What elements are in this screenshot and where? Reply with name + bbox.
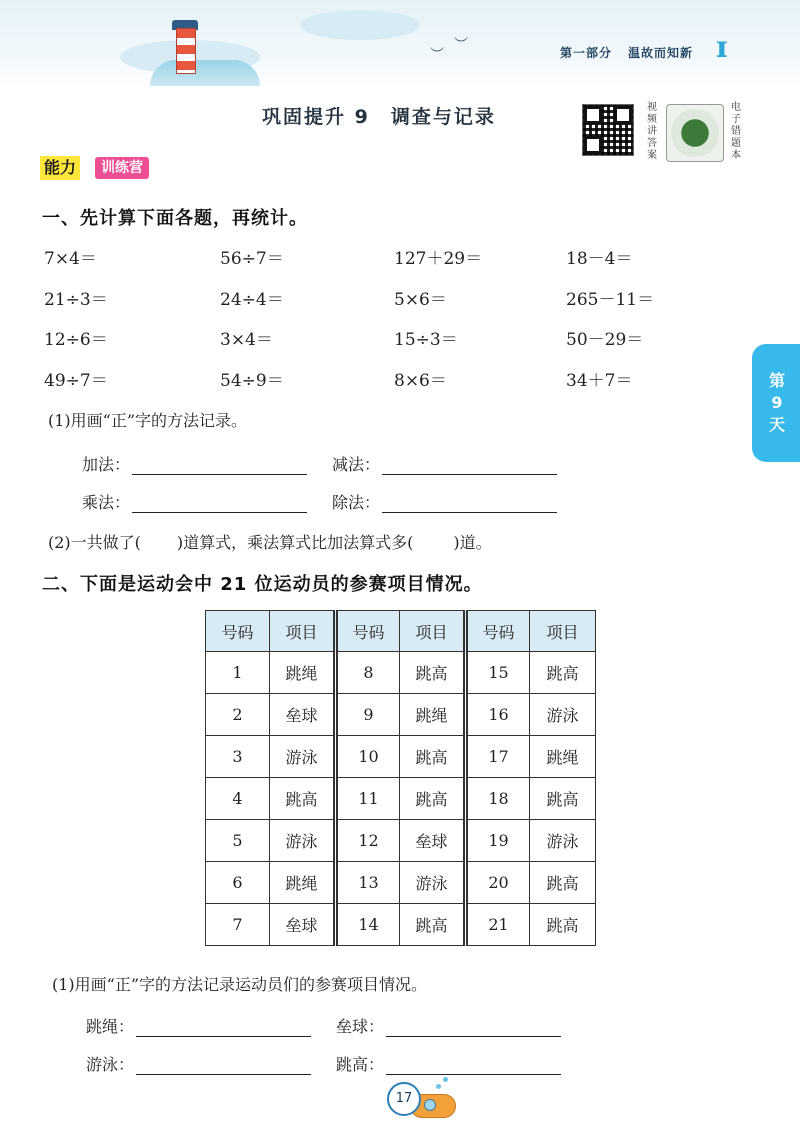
table-header-cell: 号码: [206, 611, 270, 652]
tally-mul-label: 乘法：: [82, 493, 131, 512]
tally-rope: [86, 1014, 311, 1037]
submarine-window-icon: [424, 1099, 436, 1111]
event-cell: 垒球: [270, 904, 336, 946]
athlete-number-cell: 19: [466, 820, 530, 862]
tally-highjump-label: 跳高：: [336, 1055, 385, 1074]
tally-sub-label: 减法：: [332, 455, 381, 474]
table-row: [206, 820, 596, 862]
qr-code-mistakes[interactable]: [666, 104, 724, 162]
equation: 127＋29＝: [394, 249, 483, 269]
qr-corner: [614, 106, 632, 124]
qr-corner: [584, 136, 602, 154]
event-cell: 跳绳: [270, 862, 336, 904]
athlete-number-cell: 9: [336, 694, 400, 736]
athlete-number-cell: 14: [336, 904, 400, 946]
q2-part-b: )道算式，乘法算式比加法算式多(: [176, 533, 414, 552]
event-cell: 跳高: [400, 778, 466, 820]
athlete-number-cell: 15: [466, 652, 530, 694]
tally-mul: [82, 490, 307, 513]
equation: 21÷3＝: [44, 290, 108, 310]
event-cell: 跳高: [530, 778, 596, 820]
qr-video-label: 视频讲答案: [647, 102, 657, 161]
bubble-icon: [436, 1084, 441, 1089]
athlete-number-cell: 13: [336, 862, 400, 904]
part-label: 第一部分: [560, 46, 613, 60]
section1-title: 一、先计算下面各题，再统计。: [42, 208, 308, 229]
tally-swim-line[interactable]: [136, 1060, 311, 1075]
tally-sub: [332, 452, 557, 475]
event-cell: 游泳: [400, 862, 466, 904]
athlete-number-cell: 18: [466, 778, 530, 820]
tally-sub-line[interactable]: [382, 460, 557, 475]
event-cell: 垒球: [270, 694, 336, 736]
equation: 34＋7＝: [566, 371, 633, 391]
tally-add-line[interactable]: [132, 460, 307, 475]
equation: 7×4＝: [44, 249, 97, 269]
athlete-number-cell: 4: [206, 778, 270, 820]
event-cell: 跳高: [400, 736, 466, 778]
athlete-number-cell: 6: [206, 862, 270, 904]
bird-icon: ︶: [430, 47, 444, 63]
tally-div-label: 除法：: [332, 493, 381, 512]
equation: 54÷9＝: [220, 371, 284, 391]
event-cell: 垒球: [400, 820, 466, 862]
event-cell: 游泳: [530, 820, 596, 862]
equation: 24÷4＝: [220, 290, 284, 310]
table-header-cell: 项目: [270, 611, 336, 652]
section1-q1: (1)用画“正”字的方法记录。: [48, 411, 248, 430]
table-row: [206, 778, 596, 820]
equation: 15÷3＝: [394, 330, 458, 350]
athlete-number-cell: 11: [336, 778, 400, 820]
tally-softball-line[interactable]: [386, 1022, 561, 1037]
event-cell: 跳绳: [270, 652, 336, 694]
athlete-number-cell: 3: [206, 736, 270, 778]
equation: 12÷6＝: [44, 330, 108, 350]
equation: 49÷7＝: [44, 371, 108, 391]
table-header-cell: 号码: [336, 611, 400, 652]
athlete-number-cell: 12: [336, 820, 400, 862]
equation: 18－4＝: [566, 249, 633, 269]
q2-part-a: (2)一共做了(: [48, 533, 141, 552]
q2-part-c: )道。: [453, 533, 492, 552]
event-cell: 游泳: [270, 736, 336, 778]
table-header-cell: 项目: [530, 611, 596, 652]
tally-div-line[interactable]: [382, 498, 557, 513]
day-tab-line2: 9: [771, 393, 783, 412]
athlete-number-cell: 16: [466, 694, 530, 736]
bird-icon: ︶: [454, 37, 468, 53]
table-row: [206, 736, 596, 778]
table-row: [206, 862, 596, 904]
equation: 50－29＝: [566, 330, 644, 350]
qr-corner: [584, 106, 602, 124]
tally-swim-label: 游泳：: [86, 1055, 135, 1074]
equation: 56÷7＝: [220, 249, 284, 269]
athlete-number-cell: 5: [206, 820, 270, 862]
athlete-number-cell: 7: [206, 904, 270, 946]
event-cell: 游泳: [270, 820, 336, 862]
tally-highjump: [336, 1052, 561, 1075]
badge-training-camp: 训练营: [95, 157, 149, 179]
athlete-number-cell: 20: [466, 862, 530, 904]
table-header-row: [206, 611, 596, 652]
event-cell: 跳高: [270, 778, 336, 820]
day-tab-line1: 第: [768, 371, 785, 390]
lighthouse-icon: [176, 28, 196, 74]
bubble-icon: [443, 1077, 448, 1082]
section1-q2: [48, 530, 492, 553]
athlete-number-cell: 1: [206, 652, 270, 694]
section-mark-icon: ɪ: [716, 30, 728, 65]
event-cell: 跳绳: [530, 736, 596, 778]
tally-softball-label: 垒球：: [336, 1017, 385, 1036]
tally-softball: [336, 1014, 561, 1037]
section2-title: 二、下面是运动会中 21 位运动员的参赛项目情况。: [42, 574, 483, 595]
table-header-cell: 项目: [400, 611, 466, 652]
event-cell: 跳高: [530, 862, 596, 904]
tally-div: [332, 490, 557, 513]
event-cell: 跳高: [400, 904, 466, 946]
badge-ability: 能力: [40, 156, 80, 180]
athlete-number-cell: 10: [336, 736, 400, 778]
athlete-number-cell: 8: [336, 652, 400, 694]
sports-table: [205, 610, 596, 946]
section2-q1: (1)用画“正”字的方法记录运动员们的参赛项目情况。: [52, 975, 428, 994]
athlete-number-cell: 21: [466, 904, 530, 946]
event-cell: 跳高: [530, 904, 596, 946]
cloud-decoration: [300, 10, 420, 40]
table-row: [206, 904, 596, 946]
equation: 265－11＝: [566, 290, 655, 310]
athlete-number-cell: 17: [466, 736, 530, 778]
qr-mistakes-label: 电子错题本: [731, 102, 741, 161]
part-title: 温故而知新: [628, 46, 694, 60]
event-cell: 跳绳: [400, 694, 466, 736]
leaf-logo-icon: [671, 109, 719, 157]
tally-swim: [86, 1052, 311, 1075]
table-row: [206, 652, 596, 694]
event-cell: 跳高: [530, 652, 596, 694]
lesson-title: 巩固提升 9 调查与记录: [262, 106, 496, 128]
tally-add: [82, 452, 307, 475]
athlete-number-cell: 2: [206, 694, 270, 736]
equation: 3×4＝: [220, 330, 273, 350]
tally-add-label: 加法：: [82, 455, 131, 474]
day-tab-line3: 天: [768, 415, 785, 434]
event-cell: 跳高: [400, 652, 466, 694]
tally-rope-line[interactable]: [136, 1022, 311, 1037]
event-cell: 游泳: [530, 694, 596, 736]
tally-highjump-line[interactable]: [386, 1060, 561, 1075]
tally-rope-label: 跳绳：: [86, 1017, 135, 1036]
table-row: [206, 694, 596, 736]
table-header-cell: 号码: [466, 611, 530, 652]
equation: 5×6＝: [394, 290, 447, 310]
tally-mul-line[interactable]: [132, 498, 307, 513]
island-decoration: [150, 60, 260, 86]
equation: 8×6＝: [394, 371, 447, 391]
page-number: 17: [387, 1082, 421, 1116]
day-tab: [752, 344, 800, 462]
